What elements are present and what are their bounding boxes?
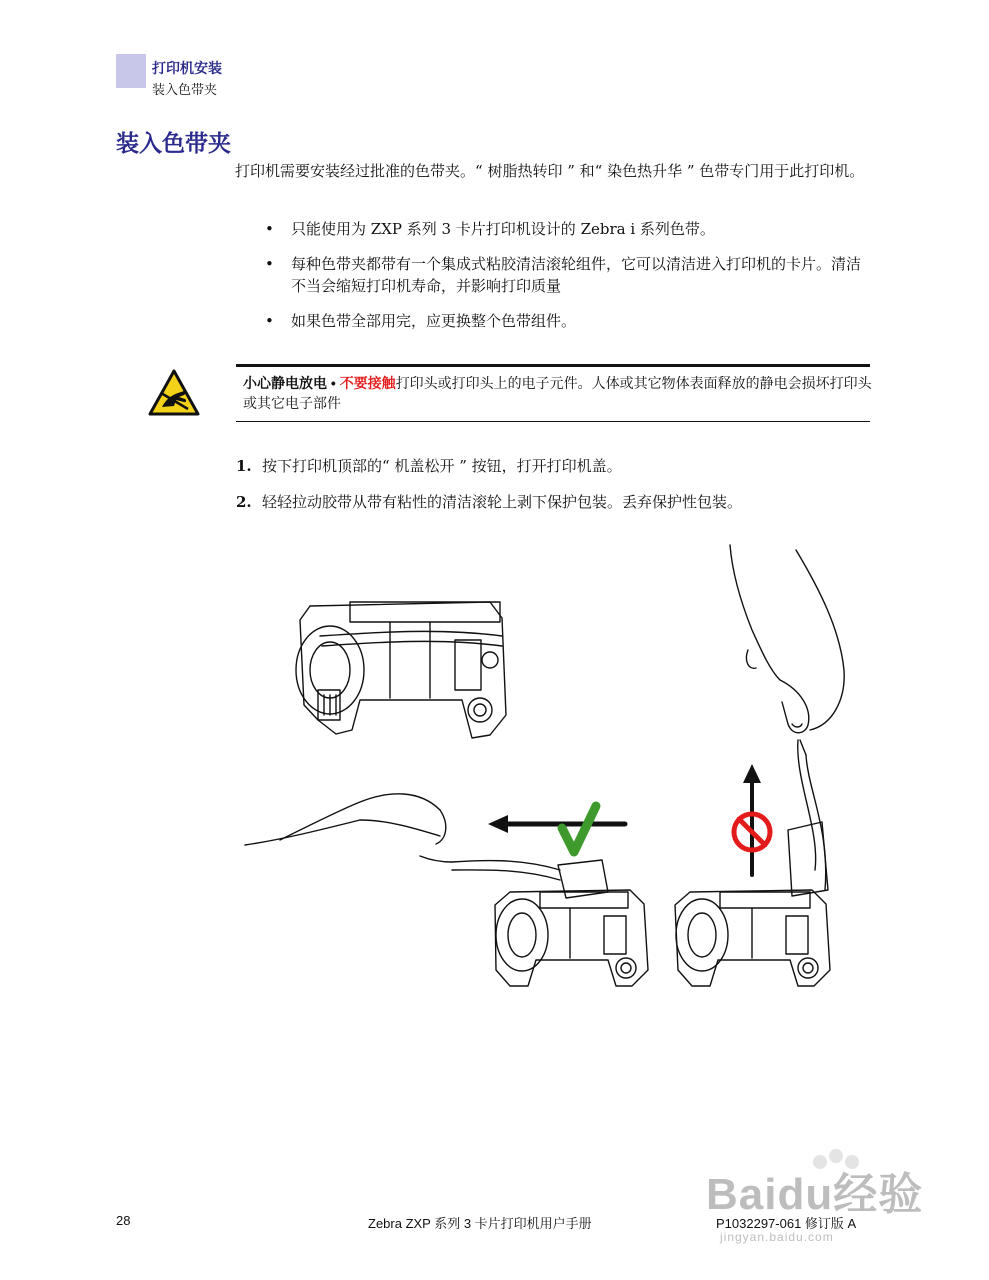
ribbon-cartridge-top [296, 602, 506, 738]
caution-bottom-rule [236, 421, 870, 422]
bullet-text: 只能使用为 ZXP 系列 3 卡片打印机设计的 Zebra i 系列色带。 [291, 220, 715, 238]
footer-manual-title: Zebra ZXP 系列 3 卡片打印机用户手册 [368, 1216, 592, 1231]
bullet-marker: • [265, 220, 274, 238]
header-accent-square [116, 54, 146, 88]
hand-pulling-tab [730, 545, 844, 896]
esd-warning-icon [148, 369, 200, 417]
intro-paragraph: 打印机需要安装经过批准的色带夹。“ 树脂热转印 ” 和“ 染色热升华 ” 色带专门用于此打印机。 [235, 162, 865, 180]
footer-doc-number: P1032297-061 修订版 A [716, 1216, 857, 1231]
bullet-item [265, 253, 875, 297]
ribbon-cartridge-bottom-right [675, 890, 830, 986]
page-title: 装入色带夹 [116, 130, 231, 156]
bullet-item [265, 310, 875, 332]
caution-text [243, 373, 873, 413]
ribbon-cartridge-bottom-left [495, 890, 648, 986]
step-number: 2. [236, 493, 252, 511]
hand-pulling-tab-horizontal [245, 794, 608, 898]
ribbon-cartridge-illustration [240, 540, 880, 1000]
bullet-text: 每种色带夹都带有一个集成式粘胶清洁滚轮组件，它可以清洁进入打印机的卡片。清洁不当会缩短打印机寿命，并影响打印质量 [291, 255, 862, 295]
pull-direction-arrow [488, 815, 625, 833]
header-section-title: 打印机安装 [152, 60, 222, 76]
header-subsection-title: 装入色带夹 [152, 82, 218, 97]
check-icon [562, 806, 596, 852]
caution-body: 打印头或打印头上的电子元件。人体或其它物体表面释放的静电会损坏打印头或其它电子部件 [243, 375, 872, 411]
caution-lead: 小心静电放电 • [243, 375, 340, 391]
bullet-marker: • [265, 255, 274, 273]
step-item [236, 455, 876, 477]
step-text: 轻轻拉动胶带从带有粘性的清洁滚轮上剥下保护包装。丢弃保护性包装。 [262, 493, 743, 511]
step-text: 按下打印机顶部的“ 机盖松开 ” 按钮，打开打印机盖。 [262, 457, 622, 475]
footer-page-number: 28 [116, 1213, 131, 1228]
bullet-marker: • [265, 312, 274, 330]
bullet-item [265, 218, 875, 240]
step-number: 1. [236, 457, 252, 475]
caution-warning: 不要接触 [339, 375, 396, 391]
watermark-url: jingyan.baidu.com [720, 1230, 834, 1244]
wrong-direction-arrow [743, 764, 761, 875]
watermark-brand: Baidu经验 [706, 1170, 924, 1219]
step-item [236, 491, 876, 513]
caution-top-rule [236, 364, 870, 367]
bullet-text: 如果色带全部用完，应更换整个色带组件。 [291, 312, 577, 330]
